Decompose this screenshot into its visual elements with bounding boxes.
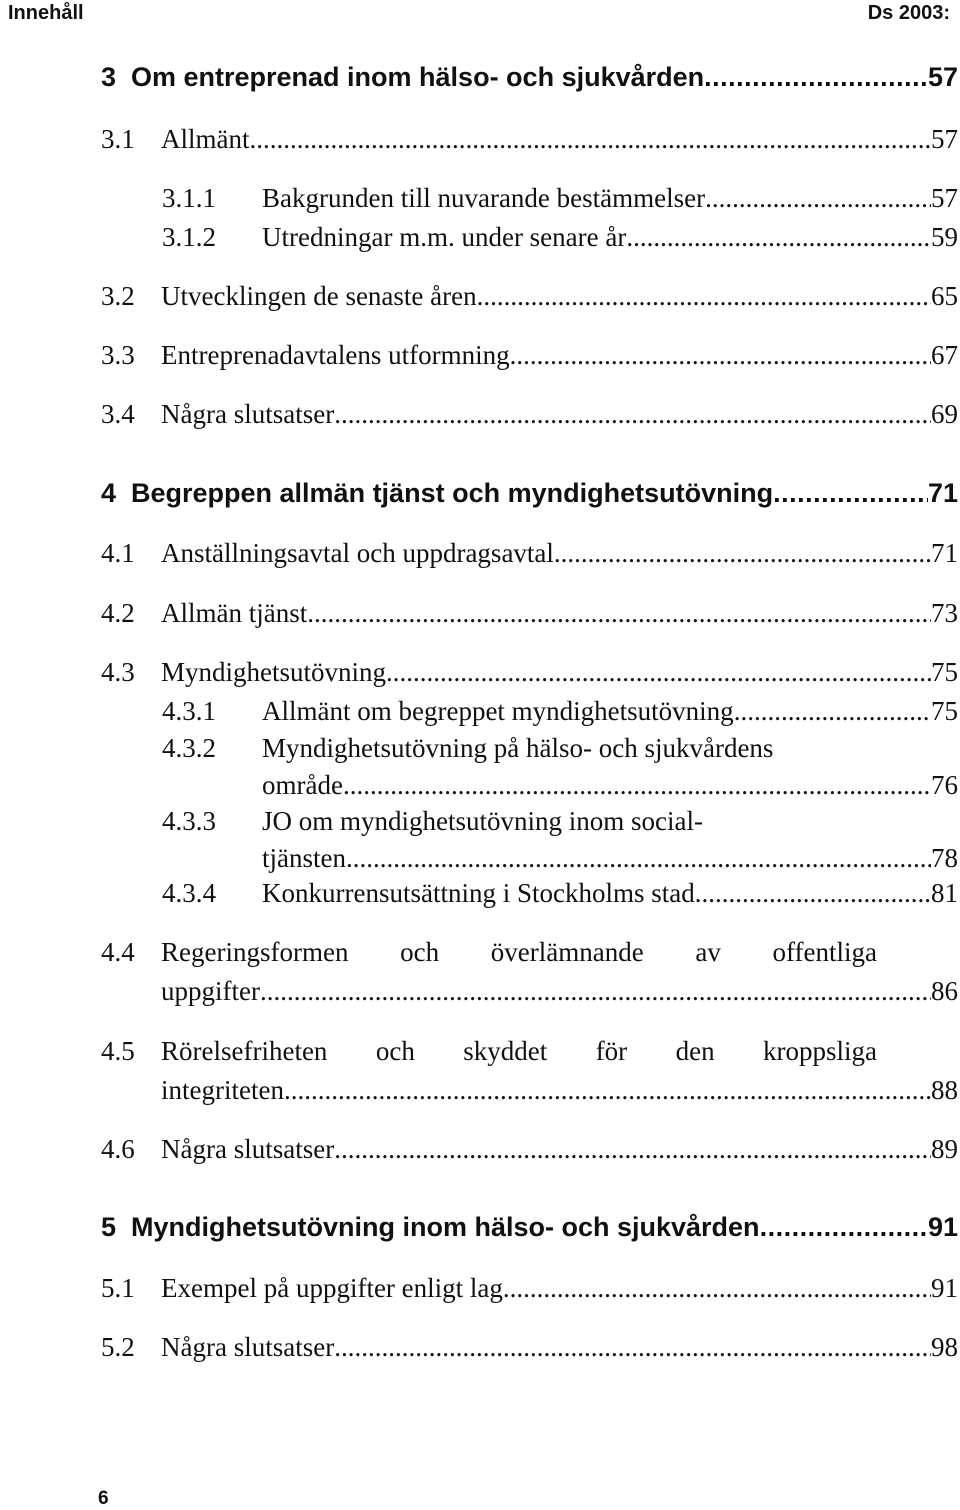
toc-page: 76	[931, 770, 958, 800]
toc-title: Entreprenadavtalens utformning	[161, 340, 510, 370]
toc-title: Några slutsatser	[161, 399, 335, 429]
toc-title: Allmänt om begreppet myndighetsutövning	[262, 696, 734, 726]
page-number: 6	[98, 1488, 109, 1509]
dot-leader	[734, 696, 931, 727]
toc-title: Några slutsatser	[161, 1332, 335, 1362]
toc-title: Några slutsatser	[161, 1134, 335, 1164]
toc-entry[interactable]	[101, 538, 958, 569]
toc-entry-first-line	[101, 1036, 877, 1067]
toc-title: Allmänt	[161, 124, 250, 154]
toc-number: 4	[101, 478, 117, 508]
dot-leader	[503, 1273, 931, 1304]
toc-entry[interactable]	[101, 62, 958, 93]
toc-title: tjänsten	[262, 843, 346, 873]
toc-number: 3	[101, 62, 117, 92]
toc-title-word: och	[400, 937, 440, 967]
toc-title-word: skyddet	[463, 1036, 548, 1066]
toc-title-word: kroppsliga	[763, 1036, 877, 1066]
toc-entry[interactable]	[162, 696, 958, 727]
toc-number: 4.3.1	[162, 696, 216, 726]
toc-number: 5.2	[101, 1332, 135, 1362]
toc-title: Myndighetsutövning inom hälso- och sjukvården	[131, 1212, 760, 1242]
toc-title-line	[161, 937, 877, 968]
toc-number: 5.1	[101, 1273, 135, 1303]
toc-title-line: JO om myndighetsutövning inom social-	[262, 806, 703, 836]
toc-entry[interactable]	[162, 222, 958, 253]
toc-number: 4.1	[101, 538, 135, 568]
toc-entry[interactable]	[161, 976, 958, 1007]
toc-title: Om entreprenad inom hälso- och sjukvården	[131, 62, 705, 92]
toc-page: 91	[927, 1212, 958, 1242]
toc-title-word: offentliga	[772, 937, 877, 967]
toc-title-word: Rörelsefriheten	[161, 1036, 328, 1066]
dot-leader	[477, 281, 931, 312]
toc-page: 75	[931, 696, 958, 726]
toc-page: 69	[931, 399, 958, 429]
toc-number: 4.3.3	[162, 806, 216, 836]
dot-leader	[260, 976, 931, 1007]
toc-title: Anställningsavtal och uppdragsavtal	[161, 538, 554, 568]
toc-entry[interactable]	[162, 878, 958, 909]
toc-number: 3.3	[101, 340, 135, 370]
dot-leader	[705, 183, 931, 214]
toc-title: Myndighetsutövning	[161, 657, 387, 687]
toc-entry[interactable]	[101, 399, 958, 430]
toc-number: 4.2	[101, 598, 135, 628]
toc-entry[interactable]	[101, 657, 958, 688]
toc-title: Begreppen allmän tjänst och myndighetsutövning	[131, 478, 774, 508]
dot-leader	[760, 1212, 928, 1243]
toc-page: 86	[931, 976, 958, 1006]
dot-leader	[343, 770, 931, 801]
toc-title: område	[262, 770, 343, 800]
toc-page: 59	[931, 222, 958, 252]
dot-leader	[334, 1332, 931, 1363]
toc-page: 91	[931, 1273, 958, 1303]
toc-page: 81	[931, 878, 958, 908]
toc-title: Utredningar m.m. under senare år	[262, 222, 627, 252]
toc-number: 3.1.1	[162, 183, 216, 213]
toc-title: integriteten	[161, 1075, 284, 1105]
dot-leader	[626, 222, 931, 253]
toc-number: 4.6	[101, 1134, 135, 1164]
toc-entry[interactable]	[101, 598, 958, 629]
toc-number: 4.3.2	[162, 733, 216, 763]
toc-entry[interactable]	[101, 124, 958, 155]
toc-title-line: Myndighetsutövning på hälso- och sjukvårdens	[262, 733, 774, 763]
toc-number: 4.3.4	[162, 878, 216, 908]
toc-entry-first-line	[101, 937, 877, 968]
toc-number: 4.5	[101, 1036, 135, 1066]
running-header-right: Ds 2003:	[867, 2, 950, 24]
toc-title-word: den	[675, 1036, 715, 1066]
toc-page: 71	[931, 538, 958, 568]
toc-number: 5	[101, 1212, 117, 1242]
toc-entry[interactable]	[101, 1134, 958, 1165]
toc-page: 71	[927, 478, 958, 508]
toc-title: Utvecklingen de senaste åren	[161, 281, 477, 311]
toc-number: 3.1	[101, 124, 135, 154]
toc-entry-first-line	[162, 806, 703, 837]
dot-leader	[695, 878, 931, 909]
toc-page: 65	[931, 281, 958, 311]
toc-number: 3.4	[101, 399, 135, 429]
dot-leader	[386, 657, 931, 688]
dot-leader	[334, 399, 931, 430]
toc-title-word: överlämnande	[490, 937, 644, 967]
toc-entry[interactable]	[101, 478, 958, 509]
toc-entry[interactable]	[101, 1273, 958, 1304]
dot-leader	[284, 1075, 931, 1106]
toc-page: 73	[931, 598, 958, 628]
toc-page: 88	[931, 1075, 958, 1105]
toc-entry[interactable]	[262, 770, 958, 801]
dot-leader	[250, 124, 932, 155]
toc-page: 57	[931, 183, 958, 213]
toc-number: 3.1.2	[162, 222, 216, 252]
toc-number: 4.4	[101, 937, 135, 967]
toc-page: 98	[931, 1332, 958, 1362]
dot-leader	[510, 340, 931, 371]
toc-entry[interactable]	[162, 183, 958, 214]
toc-entry[interactable]	[101, 1332, 958, 1363]
toc-number: 4.3	[101, 657, 135, 687]
toc-entry[interactable]	[101, 1212, 958, 1243]
dot-leader	[346, 843, 931, 874]
toc-page: 89	[931, 1134, 958, 1164]
toc-page: 57	[931, 124, 958, 154]
toc-page: 75	[931, 657, 958, 687]
toc-title: uppgifter	[161, 976, 260, 1006]
toc-page: 67	[931, 340, 958, 370]
toc-entry-first-line	[162, 733, 773, 764]
toc-title: Allmän tjänst	[161, 598, 308, 628]
dot-leader	[554, 538, 931, 569]
toc-title-line	[161, 1036, 877, 1067]
toc-title-word: Regeringsformen	[161, 937, 349, 967]
toc-number: 3.2	[101, 281, 135, 311]
toc-entry[interactable]	[101, 340, 958, 371]
dot-leader	[334, 1134, 931, 1165]
toc-title-word: av	[695, 937, 721, 967]
toc-entry[interactable]	[262, 843, 958, 874]
dot-leader	[773, 478, 928, 509]
toc-page: 57	[927, 62, 958, 92]
dot-leader	[307, 598, 931, 629]
toc-title: Bakgrunden till nuvarande bestämmelser	[262, 183, 706, 213]
toc-title: Exempel på uppgifter enligt lag	[161, 1273, 503, 1303]
toc-title-word: och	[375, 1036, 415, 1066]
running-header-left: Innehåll	[8, 2, 84, 24]
toc-entry[interactable]	[101, 281, 958, 312]
dot-leader	[704, 62, 928, 93]
toc-entry[interactable]	[161, 1075, 958, 1106]
toc-title: Konkurrensutsättning i Stockholms stad	[262, 878, 695, 908]
toc-page: 78	[931, 843, 958, 873]
toc-title-word: för	[595, 1036, 628, 1066]
